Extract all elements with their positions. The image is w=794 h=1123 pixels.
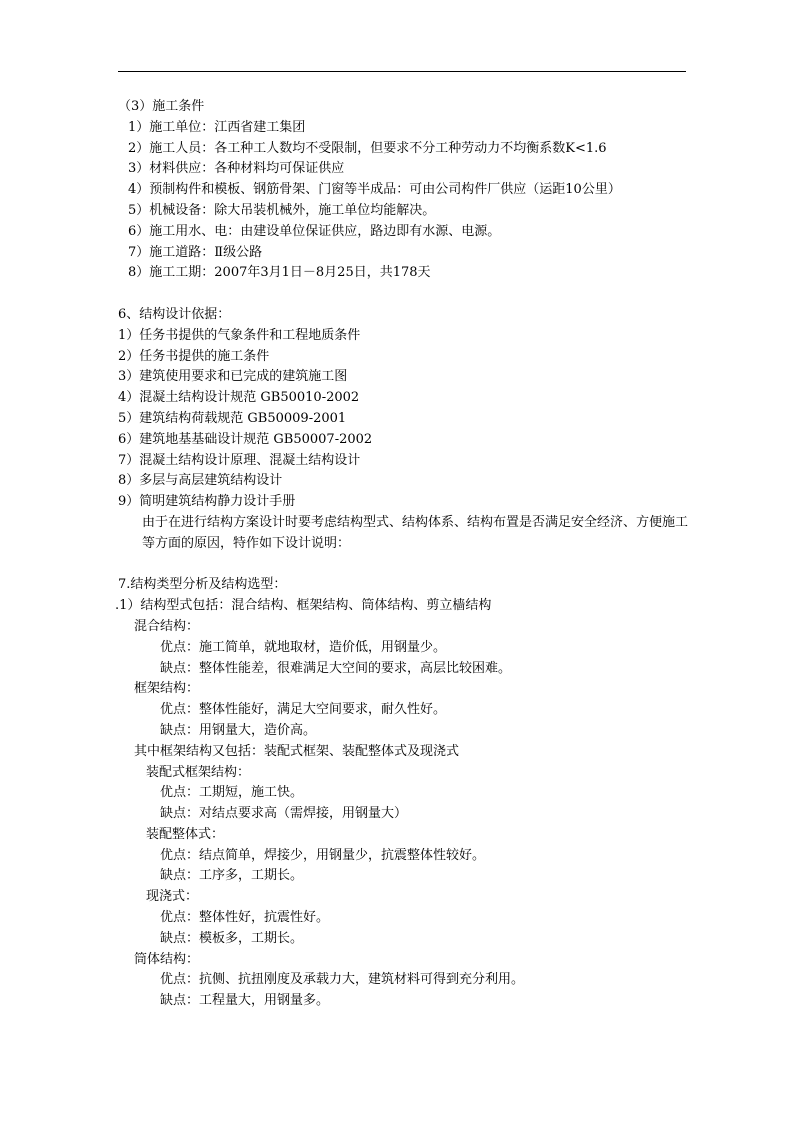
- assembled-monolithic-heading: 装配整体式：: [146, 826, 225, 842]
- assembled-monolithic-pro: 优点：结点简单，焊接少，用钢量少，抗震整体性较好。: [160, 847, 486, 863]
- tube-structure-con: 缺点：工程量大，用钢量多。: [160, 993, 330, 1009]
- document-body: [115, 97, 698, 1012]
- mixed-structure-con: 缺点：整体性能差，很难满足大空间的要求，高层比较困难。: [160, 660, 512, 676]
- list-item: 5）机械设备：除大吊装机械外，施工单位均能解决。: [128, 202, 436, 218]
- list-item: 6）建筑地基基础设计规范 GB50007-2002: [118, 431, 373, 447]
- list-item: 1）任务书提供的气象条件和工程地质条件: [118, 327, 361, 343]
- frame-structure-con: 缺点：用钢量大，造价高。: [160, 722, 317, 738]
- list-item: 8）多层与高层建筑结构设计: [118, 473, 283, 489]
- spacer: [118, 284, 698, 305]
- list-item: 4）预制构件和模板、钢筋骨架、门窗等半成品：可由公司构件厂供应（运距10公里）: [128, 182, 621, 198]
- tube-structure-pro: 优点：抗侧、抗扭刚度及承载力大，建筑材料可得到充分利用。: [160, 972, 525, 988]
- frame-structure-heading: 框架结构：: [134, 681, 200, 697]
- list-item: 6）施工用水、电：由建设单位保证供应，路边即有水源、电源。: [128, 223, 501, 239]
- header-rule: [118, 71, 686, 72]
- list-item: 9）简明建筑结构静力设计手册: [118, 494, 296, 510]
- design-note-paragraph: 由于在进行结构方案设计时要考虑结构型式、结构体系、结构布置是否满足安全经济、方便施工等方面的原因，特作如下设计说明：: [142, 514, 689, 551]
- tube-structure-heading: 筒体结构：: [134, 951, 200, 967]
- cast-in-place-heading: 现浇式：: [146, 889, 199, 905]
- cast-in-place-pro: 优点：整体性好，抗震性好。: [160, 910, 330, 926]
- list-item: 8）施工工期：2007年3月1日－8月25日，共178天: [128, 265, 431, 281]
- list-item: 7）施工道路：Ⅱ级公路: [128, 244, 263, 260]
- frame-types-line: 其中框架结构又包括：装配式框架、装配整体式及现浇式: [134, 743, 460, 759]
- section-6-title: 6、结构设计依据：: [118, 306, 231, 322]
- prefab-frame-heading: 装配式框架结构：: [146, 764, 251, 780]
- list-item: 2）施工人员：各工种工人数均不受限制，但要求不分工种劳动力不均衡系数K<1.6: [128, 140, 607, 156]
- list-item: 4）混凝土结构设计规范 GB50010-2002: [118, 390, 360, 406]
- structure-types-intro: .1）结构型式包括：混合结构、框架结构、筒体结构、剪立樯结构: [115, 598, 492, 614]
- spacer: [118, 555, 698, 576]
- prefab-frame-pro: 优点：工期短，施工快。: [160, 785, 304, 801]
- list-item: 2）任务书提供的施工条件: [118, 348, 270, 364]
- assembled-monolithic-con: 缺点：工序多，工期长。: [160, 868, 304, 884]
- section-3-title: （3）施工条件: [118, 99, 205, 114]
- mixed-structure-heading: 混合结构：: [134, 618, 200, 634]
- list-item: 7）混凝土结构设计原理、混凝土结构设计: [118, 452, 361, 468]
- section-7-title: 7.结构类型分析及结构选型：: [118, 577, 287, 593]
- frame-structure-pro: 优点：整体性能好，满足大空间要求，耐久性好。: [160, 702, 447, 718]
- cast-in-place-con: 缺点：模板多，工期长。: [160, 930, 304, 946]
- list-item: 3）材料供应：各种材料均可保证供应: [128, 161, 345, 177]
- list-item: 5）建筑结构荷载规范 GB50009-2001: [118, 410, 347, 426]
- prefab-frame-con: 缺点：对结点要求高（需焊接，用钢量大）: [160, 806, 408, 822]
- list-item: 3）建筑使用要求和已完成的建筑施工图: [118, 369, 348, 385]
- list-item: 1）施工单位：江西省建工集团: [128, 119, 306, 135]
- mixed-structure-pro: 优点：施工简单，就地取材，造价低，用钢量少。: [160, 639, 447, 655]
